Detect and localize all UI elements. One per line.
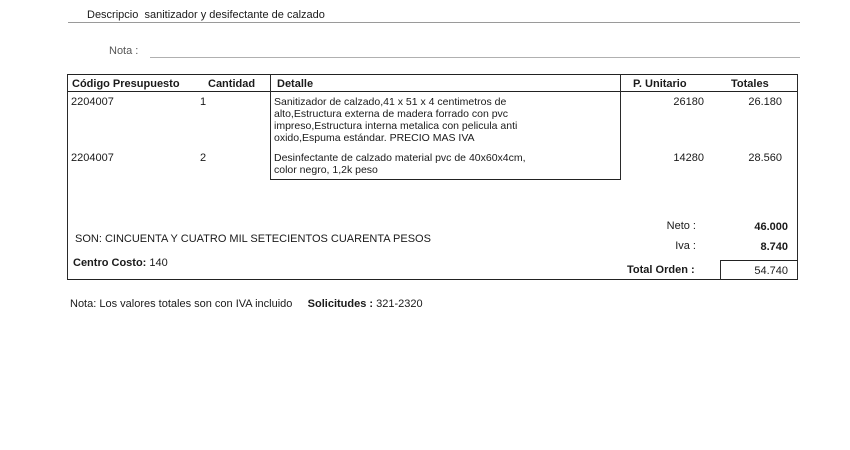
row-detail (274, 96, 618, 144)
description-label: Descripcio (87, 9, 139, 21)
iva-value: 8.740 (760, 241, 788, 253)
table-header-border (67, 91, 798, 92)
neto-value: 46.000 (754, 221, 788, 233)
col-header-unit-price: P. Unitario (633, 78, 687, 90)
row-qty: 2 (200, 152, 207, 164)
requests-value: 321-2320 (376, 298, 423, 310)
description-row (87, 9, 325, 21)
table-items-bottom-border (270, 179, 620, 180)
row-unit-price: 26180 (673, 96, 704, 108)
col-header-code: Código Presupuesto (72, 78, 180, 90)
table-left-border (67, 74, 68, 280)
col-sep-detail-right (620, 74, 621, 180)
col-header-total: Totales (731, 78, 769, 90)
description-underline (68, 22, 800, 23)
description-value: sanitizador y desifectante de calzado (144, 9, 325, 21)
detail-line: alto,Estructura externa de madera forrado con pvc (274, 108, 509, 120)
row-total: 26.180 (748, 96, 782, 108)
col-header-detail: Detalle (277, 78, 314, 90)
amount-in-words: SON: CINCUENTA Y CUATRO MIL SETECIENTOS CUARENTA PESOS (75, 233, 431, 245)
detail-line: impreso,Estructura interna metalica con pelicula anti (274, 120, 518, 132)
cost-center-label: Centro Costo: (73, 257, 147, 269)
detail-line: Sanitizador de calzado,41 x 51 x 4 centimetros de (274, 96, 507, 108)
requests-label: Solicitudes : (307, 298, 374, 310)
footer-note-text: Nota: Los valores totales son con IVA incluido (70, 298, 293, 310)
total-order-value: 54.740 (754, 265, 788, 277)
total-box-left (720, 260, 721, 280)
row-code: 2204007 (71, 152, 114, 164)
note-label: Nota : (109, 45, 139, 57)
table-top-border (67, 74, 798, 75)
total-box-top (720, 260, 798, 261)
detail-line: Desinfectante de calzado material pvc de 40x60x4cm, (274, 152, 526, 164)
note-underline (150, 57, 800, 58)
row-unit-price: 14280 (673, 152, 704, 164)
detail-line: oxido,Espuma estándar. PRECIO MAS IVA (274, 132, 475, 144)
total-order-label: Total Orden : (627, 264, 695, 276)
table-bottom-border (67, 279, 798, 280)
row-code: 2204007 (71, 96, 114, 108)
iva-label: Iva : (675, 240, 696, 252)
cost-center (73, 257, 168, 269)
footer-note (70, 298, 423, 310)
cost-center-value: 140 (149, 257, 168, 269)
table-right-border (797, 74, 798, 280)
row-total: 28.560 (748, 152, 782, 164)
row-qty: 1 (200, 96, 207, 108)
detail-line: color negro, 1,2k peso (274, 164, 378, 176)
col-header-qty: Cantidad (208, 78, 256, 90)
neto-label: Neto : (666, 220, 696, 232)
row-detail (274, 152, 618, 176)
col-sep-detail-left (270, 74, 271, 180)
